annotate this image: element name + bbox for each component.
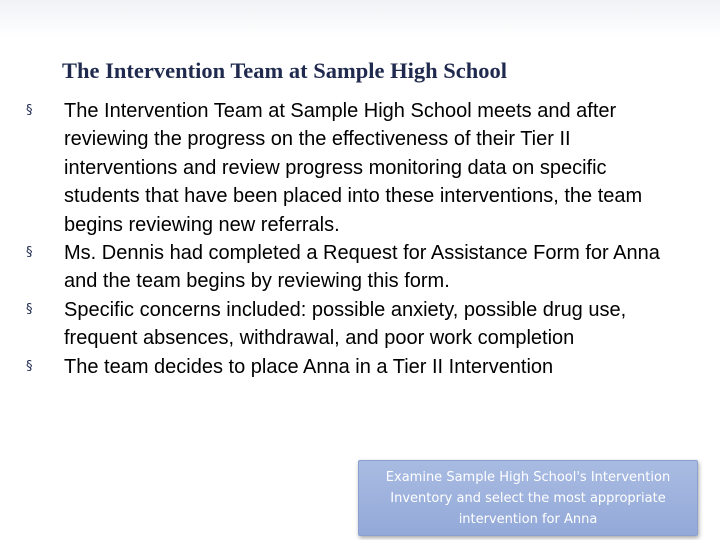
callout-box bbox=[358, 460, 698, 536]
bullet-marker-icon: § bbox=[26, 245, 33, 261]
bullet-text: The Intervention Team at Sample High School meets and after reviewing the progress on the effectiveness of their Tier II interventions and review progress monitoring data on specific students that have been placed into these interventions, the team begins reviewing new referrals. bbox=[64, 100, 643, 236]
bullet-text: Ms. Dennis had completed a Request for Assistance Form for Anna and the team begins by reviewing this form. bbox=[64, 242, 660, 293]
bullet-item-team-meets bbox=[26, 97, 686, 239]
slide-title: The Intervention Team at Sample High School bbox=[62, 58, 508, 83]
bullet-item-request-form bbox=[26, 239, 686, 296]
bullet-item-concerns bbox=[26, 296, 686, 353]
bullet-list bbox=[26, 97, 686, 381]
callout-text: Examine Sample High School's Intervention Inventory and select the most appropriate intervention for Anna bbox=[385, 470, 671, 527]
bullet-marker-icon: § bbox=[26, 301, 33, 317]
bullet-text: Specific concerns included: possible anxiety, possible drug use, frequent absences, withdrawal, and poor work completion bbox=[64, 298, 627, 350]
bullet-text: The team decides to place Anna in a Tier II Intervention bbox=[64, 355, 554, 378]
bullet-item-tier-two-placement bbox=[26, 353, 686, 381]
bullet-marker-icon: § bbox=[26, 358, 33, 374]
bullet-marker-icon: § bbox=[26, 103, 33, 118]
